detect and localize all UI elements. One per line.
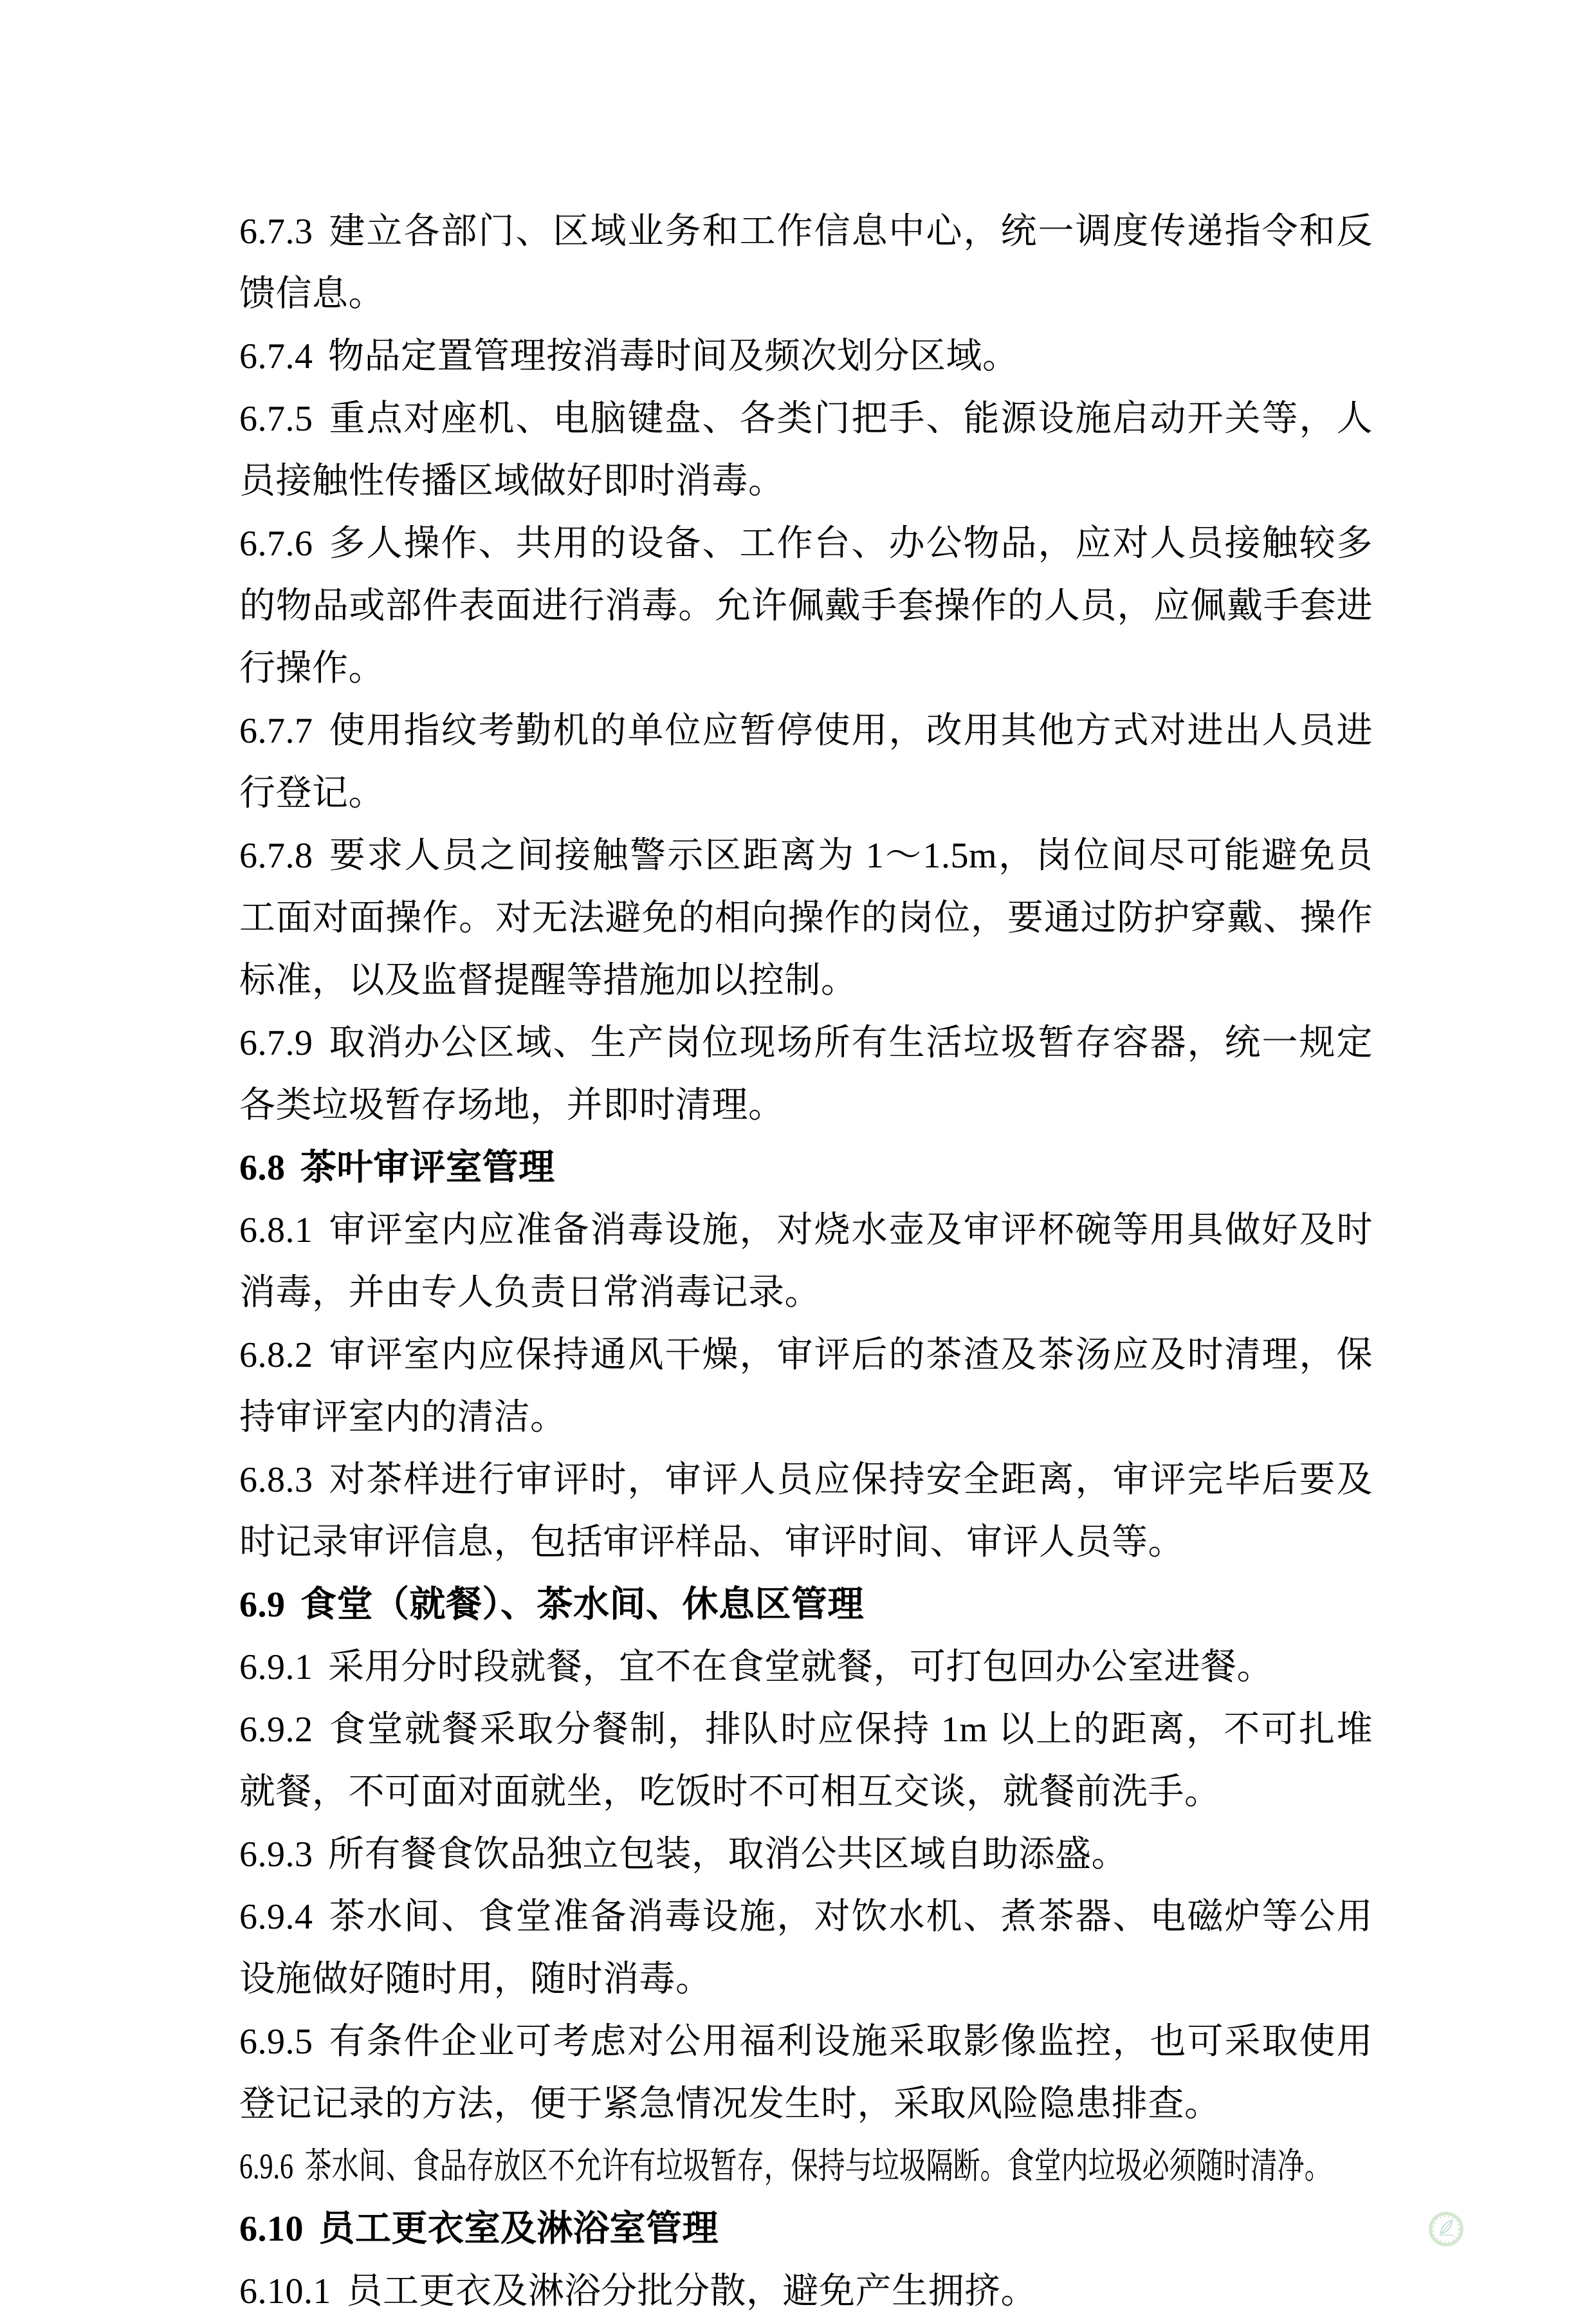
paragraph-text: 审评室内应准备消毒设施，对烧水壶及审评杯碗等用具做好及时消毒，并由专人负责日常消毒记录。 [239, 1210, 1373, 1313]
paragraph [239, 388, 1373, 513]
section-number: 6.9.2 [239, 1710, 313, 1750]
section-number: 6.7.6 [239, 524, 313, 564]
paragraph [239, 1824, 1373, 1886]
paragraph [239, 201, 1373, 326]
section-number: 6.7.3 [239, 212, 313, 252]
paragraph-text: 茶水间、食堂准备消毒设施，对饮水机、煮茶器、电磁炉等公用设施做好随时用，随时消毒。 [239, 1897, 1373, 1999]
paragraph [239, 2261, 1373, 2323]
paragraph-text: 食堂（就餐）、茶水间、休息区管理 [300, 1585, 865, 1625]
paragraph [239, 1324, 1373, 1449]
paragraph [239, 1449, 1373, 1574]
paragraph-text: 茶水间、食品存放区不允许有垃圾暂存，保持与垃圾隔断。食堂内垃圾必须随时清净。 [304, 2147, 1332, 2187]
paragraph-text: 物品定置管理按消毒时间及频次划分区域。 [328, 337, 1019, 376]
paragraph-text: 食堂就餐采取分餐制，排队时应保持 1m 以上的距离，不可扎堆就餐，不可面对面就坐，吃饭时不可相互交谈，就餐前洗手。 [239, 1710, 1373, 1812]
paragraph-text: 重点对座机、电脑键盘、各类门把手、能源设施启动开关等，人员接触性传播区域做好即时消毒。 [239, 399, 1373, 501]
paragraph-text: 对茶样进行审评时，审评人员应保持安全距离，审评完毕后要及时记录审评信息，包括审评样品、审评时间、审评人员等。 [239, 1460, 1373, 1562]
paragraph-text: 使用指纹考勤机的单位应暂停使用，改用其他方式对进出人员进行登记。 [239, 711, 1373, 813]
section-number: 6.8.3 [239, 1460, 313, 1500]
section-number: 6.8 [239, 1148, 286, 1188]
paragraph [239, 513, 1373, 700]
section-number: 6.9.1 [239, 1647, 313, 1687]
paragraph-text: 所有餐食饮品独立包装，取消公共区域自助添盛。 [328, 1835, 1128, 1874]
paragraph-text: 员工更衣室及淋浴室管理 [318, 2209, 719, 2249]
paragraph-text: 茶叶审评室管理 [300, 1148, 555, 1188]
section-number: 6.9.3 [239, 1835, 313, 1874]
paragraph [239, 1886, 1373, 2011]
paragraph [239, 326, 1373, 388]
paragraph [239, 2136, 1373, 2198]
section-number: 6.8.1 [239, 1210, 313, 1250]
leaf-badge-icon [1428, 2211, 1464, 2247]
paragraph [239, 1699, 1373, 1824]
section-number: 6.7.4 [239, 337, 313, 376]
section-number: 6.8.2 [239, 1335, 313, 1375]
section-heading [239, 1574, 1373, 1636]
paragraph [239, 825, 1373, 1012]
document-body [239, 201, 1373, 2323]
paragraph [239, 2011, 1373, 2136]
paragraph-text: 要求人员之间接触警示区距离为 1～1.5m，岗位间尽可能避免员工面对面操作。对无法避免的相向操作的岗位，要通过防护穿戴、操作标准，以及监督提醒等措施加以控制。 [239, 836, 1373, 1001]
section-number: 6.9.6 [239, 2147, 293, 2187]
paragraph [239, 1636, 1373, 1699]
section-number: 6.9.4 [239, 1897, 313, 1937]
section-number: 6.7.7 [239, 711, 313, 751]
paragraph-text: 有条件企业可考虑对公用福利设施采取影像监控，也可采取使用登记记录的方法，便于紧急情况发生时，采取风险隐患排查。 [239, 2022, 1373, 2124]
paragraph-text: 员工更衣及淋浴分批分散，避免产生拥挤。 [346, 2272, 1038, 2311]
paragraph [239, 1199, 1373, 1324]
paragraph [239, 1012, 1373, 1137]
section-number: 6.9.5 [239, 2022, 313, 2062]
section-number: 6.7.5 [239, 399, 313, 439]
paragraph-text: 建立各部门、区域业务和工作信息中心，统一调度传递指令和反馈信息。 [239, 212, 1373, 314]
paragraph-text: 审评室内应保持通风干燥，审评后的茶渣及茶汤应及时清理，保持审评室内的清洁。 [239, 1335, 1373, 1438]
section-number: 6.10.1 [239, 2272, 331, 2311]
section-number: 6.7.8 [239, 836, 313, 876]
section-heading [239, 1137, 1373, 1199]
paragraph-text: 取消办公区域、生产岗位现场所有生活垃圾暂存容器，统一规定各类垃圾暂存场地，并即时清理。 [239, 1023, 1373, 1125]
paragraph [239, 700, 1373, 825]
section-number: 6.9 [239, 1585, 286, 1625]
section-number: 6.10 [239, 2209, 304, 2249]
paragraph-text: 多人操作、共用的设备、工作台、办公物品，应对人员接触较多的物品或部件表面进行消毒。允许佩戴手套操作的人员，应佩戴手套进行操作。 [239, 524, 1373, 689]
section-heading [239, 2198, 1373, 2261]
paragraph-text: 采用分时段就餐，宜不在食堂就餐，可打包回办公室进餐。 [328, 1647, 1274, 1687]
section-number: 6.7.9 [239, 1023, 313, 1063]
